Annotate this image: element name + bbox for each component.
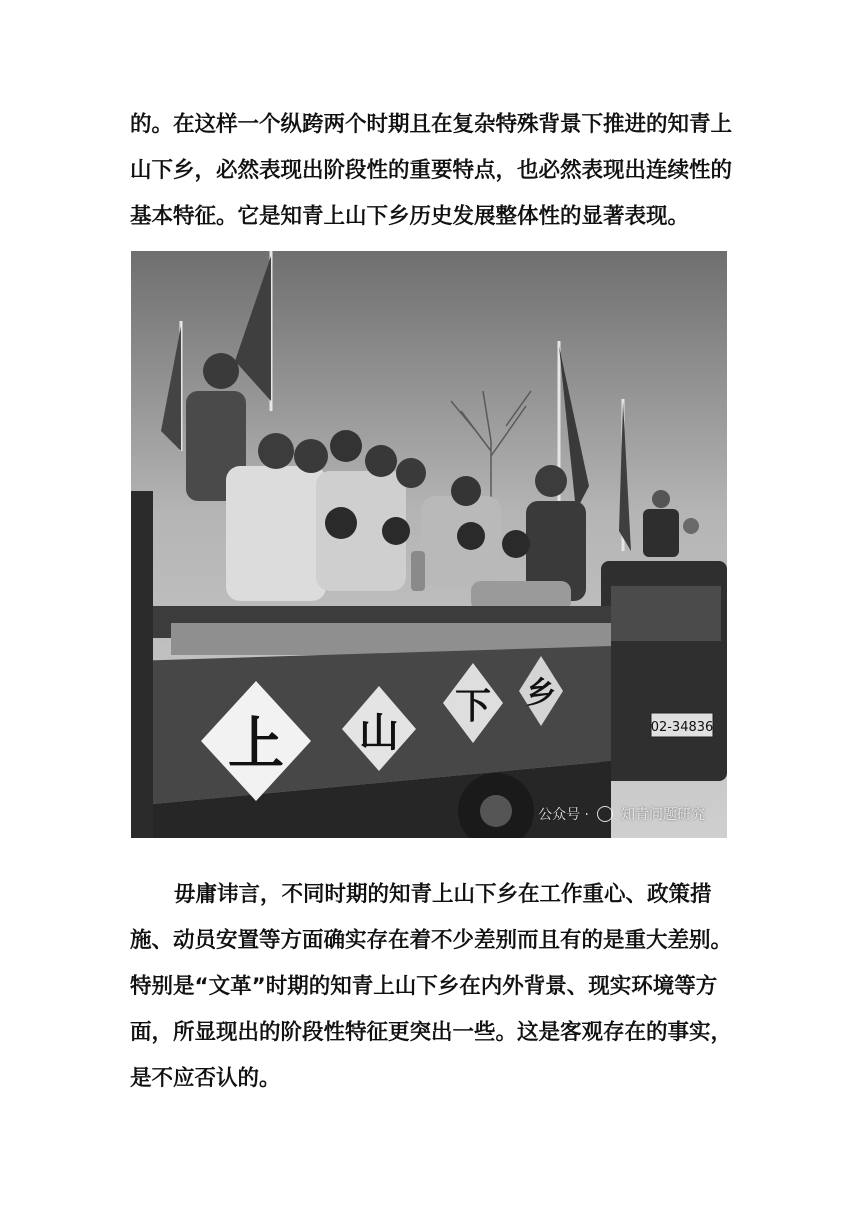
parked-truck xyxy=(601,561,727,781)
watermark xyxy=(538,804,705,824)
paragraph-2 xyxy=(130,872,734,1102)
wechat-icon xyxy=(597,806,613,822)
truck-sign-1: 上 xyxy=(228,712,284,777)
text-line: 毋庸讳言，不同时期的知青上山下乡在工作重心、政策措 xyxy=(174,882,712,907)
article-photo xyxy=(131,251,727,838)
text-line: 特别是“文革”时期的知青上山下乡在内外背景、现实环境等方 xyxy=(130,974,718,999)
text-line: 山下乡，必然表现出阶段性的重要特点，也必然表现出连续性的 xyxy=(130,158,733,183)
license-plate: 02-34836 xyxy=(650,720,714,735)
text-line: 是不应否认的。 xyxy=(130,1066,281,1091)
truck-sign-3: 下 xyxy=(454,686,492,727)
text-line: 面，所显现出的阶段性特征更突出一些。这是客观存在的事实， xyxy=(130,1020,733,1045)
watermark-prefix: 公众号 · xyxy=(538,807,589,823)
text-line: 施、动员安置等方面确实存在着不少差别而且有的是重大差别。 xyxy=(130,928,733,953)
truck-sign-4: 乡 xyxy=(526,676,556,711)
text-line: 基本特征。它是知青上山下乡历史发展整体性的显著表现。 xyxy=(130,204,690,229)
text-line: 的。在这样一个纵跨两个时期且在复杂特殊背景下推进的知青上 xyxy=(130,112,733,137)
watermark-name: 知青问题研究 xyxy=(621,807,705,823)
truck-sign-2: 山 xyxy=(359,710,399,756)
paragraph-1 xyxy=(130,102,734,240)
